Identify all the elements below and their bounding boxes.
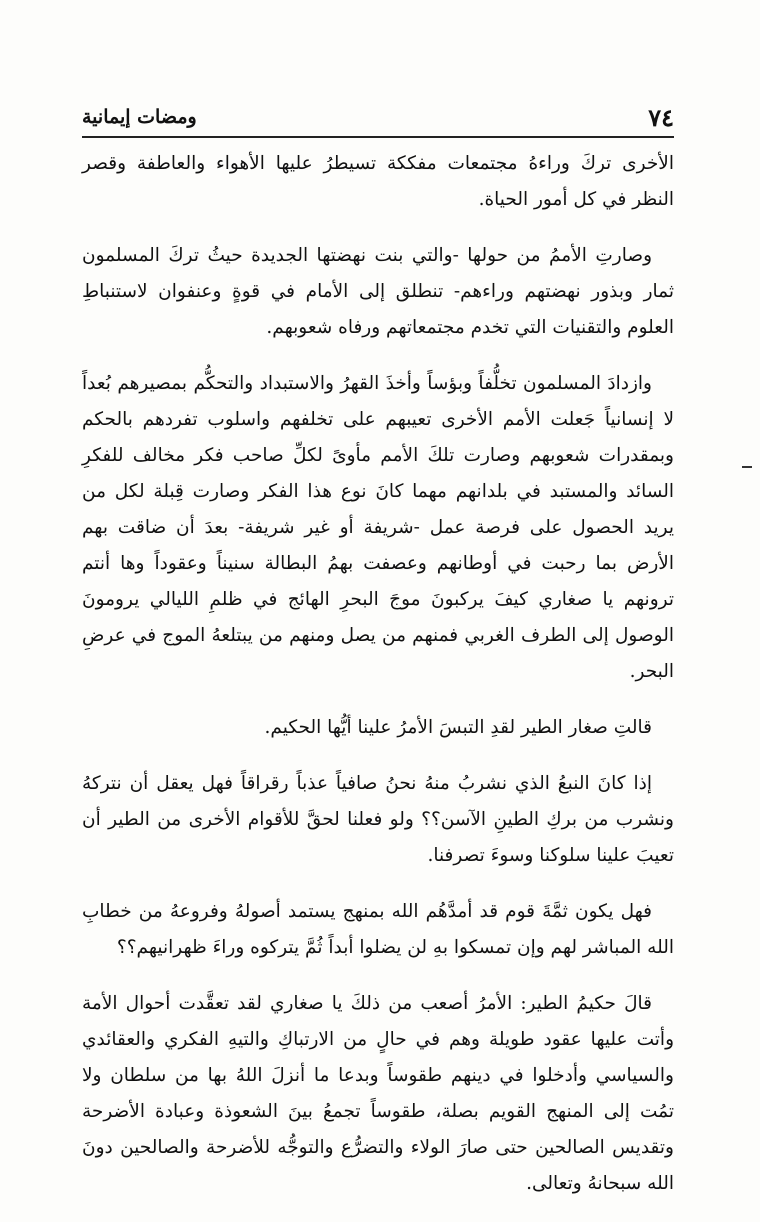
page-body [82,146,674,1222]
paragraph: إذا كانَ النبعُ الذي نشربُ منهُ نحنُ صافياً عذباً رقراقاً فهل يعقل أن نتركهُ ونشرب من بركِ الطينِ الآسن؟؟ ولو فعلنا لحقَّ للأقوام الأخرى من الطير أن تعيبَ علينا سلوكنا وسوءَ تصرفنا. [82,773,674,866]
paragraph: الأخرى تركَ وراءهُ مجتمعات مفككة تسيطرُ عليها الأهواء والعاطفة وقصر النظر في كل أمور الحياة. [82,153,674,210]
paragraph: قالتِ صغار الطير لقدِ التبسَ الأمرُ علينا أيُّها الحكيم. [264,717,652,738]
running-title: ومضات إيمانية [82,106,197,128]
margin-tick-mark [742,466,752,468]
paragraph: وصارتِ الأممُ من حولها -والتي بنت نهضتها الجديدة حيثُ تركَ المسلمون ثمار وبذور نهضتهم وراءهم- تنطلق إلى الأمام في قوةٍ وعنفوان لاستنباطِ العلوم والتقنيات التي تخدم مجتمعاتهم ورفاه شعوبهم. [82,245,674,338]
page-header [82,98,674,138]
paragraph: فهل يكون ثمَّةَ قوم قد أمدَّهُم الله بمنهج يستمد أصولهُ وفروعهُ من خطابِ الله المباشر لهم وإن تمسكوا بهِ لن يضلوا أبداً ثُمَّ يتركوه وراءَ ظهرانيهم؟؟ [82,901,674,958]
page-number: ٧٤ [648,102,674,132]
paragraph: قالَ حكيمُ الطير: الأمرُ أصعب من ذلكَ يا صغاري لقد تعقَّدت أحوال الأمة وأتت عليها عقود طويلة وهم في حالٍ من الارتباكِ والتيهِ الفكري والعقائدي والسياسي وأدخلوا في دينهم طقوساً وبدعا ما أنزلَ اللهُ بها من سلطان ولا تمُت إلى المنهج القويم بصلة، طقوساً تجمعُ بينَ الشعوذة وعبادة الأضرحة وتقديس الصالحين حتى صارَ الولاء والتضرُّع والتوجُّه للأضرحة والصالحين دونَ الله سبحانهُ وتعالى. [82,993,674,1194]
paragraph: وازدادَ المسلمون تخلُّفاً وبؤساً وأخذَ القهرُ والاستبداد والتحكُّم بمصيرهم بُعداً لا إنسانياً جَعلت الأمم الأخرى تعيبهم على تخلفهم واسلوب تفردهم بالحكم وبمقدرات شعوبهم وصارت تلكَ الأمم مأوىً لكلِّ صاحب فكر مخالف للفكرِ السائد والمستبد في بلدانهم مهما كانَ نوع هذا الفكر وصارت قِبلة لكل من يريد الحصول على فرصة عمل -شريفة أو غير شريفة- بعدَ أن ضاقت بهم الأرض بما رحبت في أوطانهم وعصفت بهمُ البطالة سنيناً وعقوداً وها أنتم ترونهم يا صغاري كيفَ يركبونَ موجَ البحرِ الهائج في ظلمِ الليالي يرومونَ الوصول إلى الطرف الغربي فمنهم من يصل ومنهم من يبتلعهُ الموج في عرضِ البحر. [82,373,674,682]
